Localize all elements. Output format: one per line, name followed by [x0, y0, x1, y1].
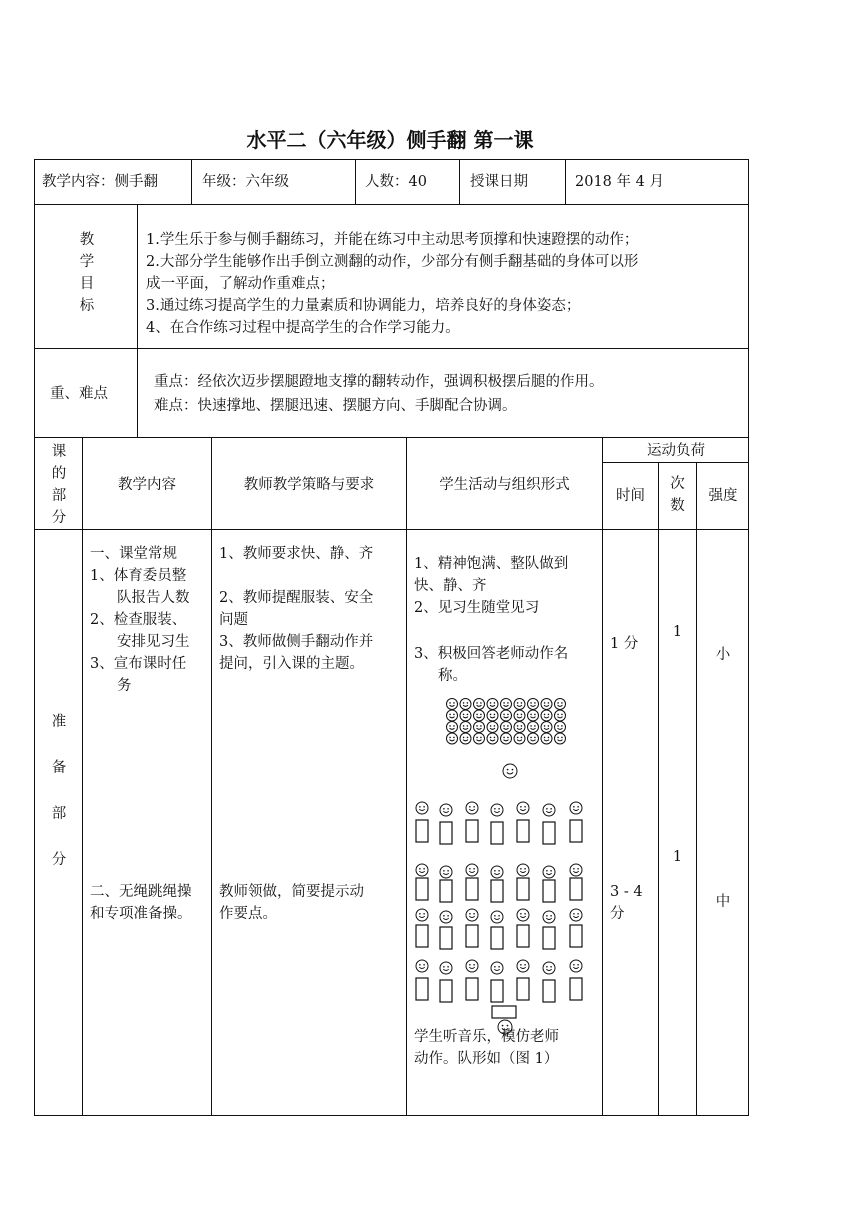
student-box	[440, 927, 452, 949]
student-icon	[416, 909, 428, 921]
student-icon	[543, 911, 555, 923]
student-icon	[460, 733, 471, 744]
student-box	[517, 878, 529, 900]
student-icon	[466, 909, 478, 921]
student-box	[543, 927, 555, 949]
student-icon	[491, 866, 503, 878]
student-box	[517, 925, 529, 947]
student-icon	[543, 866, 555, 878]
student-icon	[447, 710, 458, 721]
student-icon	[555, 733, 566, 744]
student-icon	[487, 710, 498, 721]
date-label-cell: 授课日期	[470, 174, 528, 190]
student-box	[491, 880, 503, 902]
student-box	[440, 980, 452, 1002]
student-icon	[517, 960, 529, 972]
student-icon	[570, 960, 582, 972]
student-box	[466, 978, 478, 1000]
header-teacher: 教师教学策略与要求	[243, 477, 375, 493]
student-icon	[541, 699, 552, 710]
student-icon	[466, 802, 478, 814]
student-box	[416, 978, 428, 1000]
student-icon	[416, 960, 428, 972]
student-icon	[570, 802, 582, 814]
student-icon	[555, 699, 566, 710]
student-icon	[416, 864, 428, 876]
student-icon	[474, 699, 485, 710]
header-time: 时间	[616, 488, 645, 504]
student-icon	[501, 722, 512, 733]
student-box	[570, 925, 582, 947]
student-box	[570, 820, 582, 842]
student-box	[517, 820, 529, 842]
student-box	[543, 880, 555, 902]
student-icon	[543, 962, 555, 974]
student-icon	[491, 804, 503, 816]
student-icon	[517, 864, 529, 876]
prep-time-1: 1 分	[610, 636, 639, 652]
student-box	[570, 878, 582, 900]
student-box	[416, 925, 428, 947]
student-icon	[447, 722, 458, 733]
prep-times-2: 1	[672, 849, 683, 865]
student-icon	[440, 804, 452, 816]
student-icon	[447, 733, 458, 744]
student-icon	[416, 802, 428, 814]
header-intensity: 强度	[708, 488, 738, 504]
key-point-text: 重点：经依次迈步摆腿蹬地支撑的翻转动作，强调积极摆后腿的作用。	[154, 374, 604, 390]
student-icon	[543, 804, 555, 816]
student-icon	[555, 710, 566, 721]
teaching-content-cell: 教学内容：侧手翻	[42, 174, 158, 190]
student-icon	[514, 722, 525, 733]
student-icon	[474, 733, 485, 744]
student-icon	[440, 962, 452, 974]
student-icon	[474, 722, 485, 733]
student-icon	[517, 802, 529, 814]
date-value-cell: 2018 年 4 月	[575, 174, 664, 190]
keypoints-label: 重、难点	[50, 386, 108, 402]
student-icon	[514, 733, 525, 744]
student-icon	[555, 722, 566, 733]
student-box	[440, 880, 452, 902]
student-icon	[541, 722, 552, 733]
student-icon	[570, 909, 582, 921]
student-icon	[447, 699, 458, 710]
student-icon	[466, 960, 478, 972]
student-icon	[541, 710, 552, 721]
student-icon	[501, 733, 512, 744]
student-icon	[528, 733, 539, 744]
student-icon	[501, 710, 512, 721]
student-icon	[460, 699, 471, 710]
student-count-cell: 人数：40	[365, 174, 427, 190]
student-box	[517, 978, 529, 1000]
student-box	[491, 927, 503, 949]
header-student: 学生活动与组织形式	[439, 477, 570, 493]
teacher-icon	[503, 764, 517, 778]
grade-cell: 年级：六年级	[202, 174, 289, 190]
student-icon	[487, 722, 498, 733]
difficult-point-text: 难点：快速撑地、摆腿迅速、摆腿方向、手脚配合协调。	[154, 398, 517, 414]
prep-intensity-1: 小	[715, 647, 731, 663]
student-icon	[440, 911, 452, 923]
student-box	[466, 820, 478, 842]
student-icon	[528, 699, 539, 710]
student-icon	[466, 864, 478, 876]
student-icon	[570, 864, 582, 876]
student-box	[440, 822, 452, 844]
student-icon	[487, 699, 498, 710]
prep-times-1: 1	[672, 624, 683, 640]
header-load: 运动负荷	[647, 443, 705, 459]
student-icon	[501, 699, 512, 710]
student-box	[543, 980, 555, 1002]
student-icon	[460, 710, 471, 721]
student-box	[416, 820, 428, 842]
student-icon	[487, 733, 498, 744]
student-box	[416, 878, 428, 900]
student-icon	[460, 722, 471, 733]
student-icon	[474, 710, 485, 721]
student-box	[466, 925, 478, 947]
student-box	[491, 980, 503, 1002]
prep-intensity-2: 中	[715, 894, 731, 910]
student-icon	[514, 710, 525, 721]
student-icon	[517, 909, 529, 921]
student-icon	[528, 722, 539, 733]
student-box	[543, 822, 555, 844]
header-content: 教学内容	[118, 477, 176, 493]
student-icon	[541, 733, 552, 744]
student-icon	[528, 710, 539, 721]
student-box	[491, 822, 503, 844]
document-title: 水平二（六年级）侧手翻 第一课	[246, 128, 534, 152]
student-icon	[491, 962, 503, 974]
teacher-box	[492, 1006, 516, 1018]
student-icon	[440, 866, 452, 878]
student-icon	[514, 699, 525, 710]
student-box	[570, 978, 582, 1000]
student-box	[466, 878, 478, 900]
student-icon	[491, 911, 503, 923]
